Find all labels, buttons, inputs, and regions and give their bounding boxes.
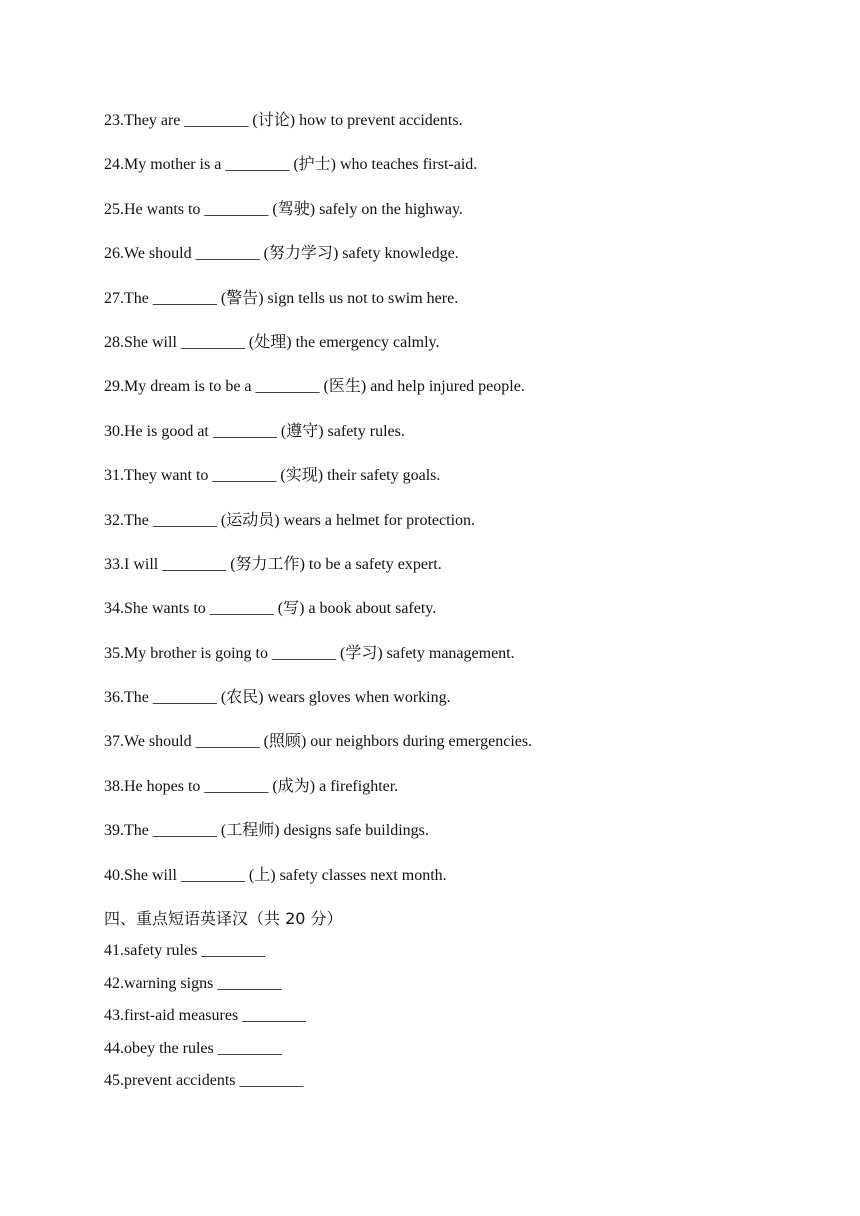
question-text-before: The ________ ( (124, 689, 227, 707)
question-text-before: My dream is to be a ________ ( (124, 378, 329, 396)
phrase-text: obey the rules ________ (124, 1039, 282, 1057)
phrase-42 (104, 972, 804, 996)
question-number: 29. (104, 378, 124, 396)
question-text-after: ) safety classes next month. (270, 866, 447, 884)
chinese-hint: 上 (254, 864, 271, 884)
question-text-before: The ________ ( (124, 822, 227, 840)
section-4-title: 四、重点短语英译汉（共 20 分） (104, 909, 343, 929)
question-25 (104, 197, 804, 221)
question-36 (104, 685, 804, 709)
question-number: 26. (104, 245, 124, 263)
question-text-before: I will ________ ( (124, 555, 236, 573)
chinese-hint: 警告 (226, 287, 259, 307)
question-text-before: He hopes to ________ ( (124, 777, 278, 795)
question-28 (104, 330, 804, 354)
question-39 (104, 818, 804, 842)
question-number: 37. (104, 733, 124, 751)
phrase-number: 43. (104, 1007, 124, 1025)
chinese-hint: 努力学习 (268, 243, 333, 263)
chinese-hint: 处理 (254, 331, 287, 351)
question-text-after: ) designs safe buildings. (274, 822, 429, 840)
question-32 (104, 508, 804, 532)
chinese-hint: 护士 (298, 154, 331, 174)
chinese-hint: 工程师 (226, 820, 275, 840)
question-number: 28. (104, 333, 124, 351)
question-text-after: ) wears a helmet for protection. (274, 511, 476, 529)
question-38 (104, 774, 804, 798)
phrase-number: 45. (104, 1072, 124, 1090)
question-text-after: ) their safety goals. (317, 467, 441, 485)
question-34 (104, 596, 804, 620)
question-text-after: ) how to prevent accidents. (289, 112, 463, 129)
question-number: 32. (104, 511, 124, 529)
question-text-before: He wants to ________ ( (124, 200, 278, 218)
question-29 (104, 374, 804, 398)
chinese-hint: 运动员 (226, 509, 275, 529)
chinese-hint: 驾驶 (277, 198, 310, 218)
question-number: 30. (104, 422, 124, 440)
question-number: 31. (104, 467, 124, 485)
question-number: 36. (104, 689, 124, 707)
question-text-before: My brother is going to ________ ( (124, 644, 346, 662)
question-text-before: We should ________ ( (124, 733, 269, 751)
question-text-before: He is good at ________ ( (124, 422, 287, 440)
phrase-number: 44. (104, 1039, 124, 1057)
document-content (104, 108, 804, 1102)
question-text-after: ) a book about safety. (299, 600, 437, 618)
chinese-hint: 学习 (345, 642, 378, 662)
phrase-45 (104, 1069, 804, 1093)
phrase-number: 42. (104, 974, 124, 992)
phrase-41 (104, 939, 804, 963)
question-text-after: ) to be a safety expert. (299, 555, 442, 573)
question-text-after: ) the emergency calmly. (286, 333, 440, 351)
question-number: 27. (104, 289, 124, 307)
question-number: 24. (104, 156, 124, 174)
question-text-after: ) a firefighter. (309, 777, 399, 795)
question-24 (104, 152, 804, 176)
question-31 (104, 463, 804, 487)
question-text-before: The ________ ( (124, 289, 227, 307)
chinese-hint: 遵守 (286, 420, 319, 440)
phrase-text: first-aid measures ________ (124, 1007, 307, 1025)
question-text-before: The ________ ( (124, 511, 227, 529)
chinese-hint: 实现 (285, 465, 318, 485)
question-number: 39. (104, 822, 124, 840)
phrase-text: prevent accidents ________ (124, 1072, 304, 1090)
question-text-after: ) who teaches first-aid. (330, 156, 478, 174)
question-27 (104, 286, 804, 310)
question-text-before: They are ________ ( (124, 112, 258, 129)
chinese-hint: 农民 (226, 687, 259, 707)
question-number: 25. (104, 200, 124, 218)
question-40 (104, 863, 804, 887)
question-text-after: ) safety knowledge. (332, 245, 459, 263)
phrase-text: safety rules ________ (124, 942, 266, 960)
chinese-hint: 成为 (277, 775, 310, 795)
question-30 (104, 419, 804, 443)
chinese-hint: 讨论 (257, 110, 290, 129)
question-text-before: She will ________ ( (124, 866, 255, 884)
question-text-before: She will ________ ( (124, 333, 255, 351)
phrase-text: warning signs ________ (124, 974, 282, 992)
chinese-hint: 努力工作 (235, 553, 300, 573)
chinese-hint: 医生 (328, 376, 361, 396)
question-text-after: ) safety management. (377, 644, 515, 662)
phrase-number: 41. (104, 942, 124, 960)
question-text-before: They want to ________ ( (124, 467, 286, 485)
question-text-after: ) wears gloves when working. (258, 689, 451, 707)
question-text-after: ) our neighbors during emergencies. (300, 733, 533, 751)
chinese-hint: 照顾 (268, 731, 301, 751)
question-text-after: ) safely on the highway. (309, 200, 463, 218)
question-37 (104, 729, 804, 753)
question-23 (104, 108, 804, 132)
phrase-43 (104, 1004, 804, 1028)
question-number: 33. (104, 555, 124, 573)
question-number: 35. (104, 644, 124, 662)
chinese-hint: 写 (283, 598, 300, 618)
question-number: 23. (104, 112, 124, 129)
question-text-after: ) and help injured people. (360, 378, 525, 396)
question-text-after: ) sign tells us not to swim here. (258, 289, 459, 307)
question-35 (104, 641, 804, 665)
question-33 (104, 552, 804, 576)
question-number: 34. (104, 600, 124, 618)
question-text-before: My mother is a ________ ( (124, 156, 299, 174)
question-26 (104, 241, 804, 265)
question-number: 40. (104, 866, 124, 884)
phrase-44 (104, 1037, 804, 1061)
question-text-after: ) safety rules. (318, 422, 405, 440)
question-number: 38. (104, 777, 124, 795)
question-text-before: We should ________ ( (124, 245, 269, 263)
question-text-before: She wants to ________ ( (124, 600, 284, 618)
